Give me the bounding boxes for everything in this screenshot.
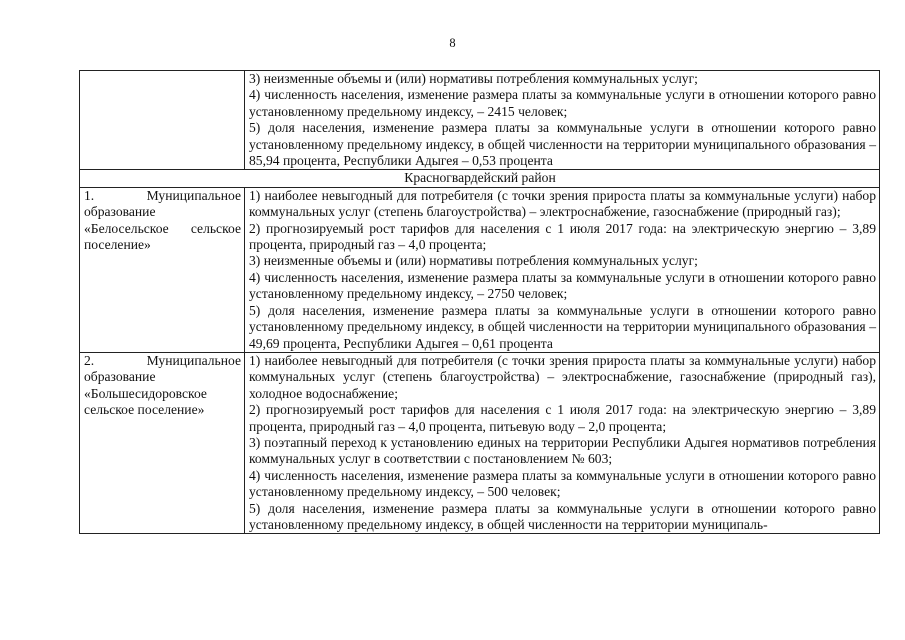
detail-item: 2) прогнозируемый рост тарифов для населения с 1 июля 2017 года: на электрическую энергию – 3,89 процента, природный газ – 4,0 процента, питьевую воду – 2,0 процента; <box>249 402 876 434</box>
detail-item: 5) доля населения, изменение размера платы за коммунальные услуги в отношении которого равно установленному предельному индексу, в общей численности на территории муниципаль- <box>249 500 876 532</box>
detail-item: 4) численность населения, изменение размера платы за коммунальные услуги в отношении которого равно установленному предельному индексу, – 2415 человек; <box>249 87 876 119</box>
table-row <box>80 352 880 533</box>
detail-item: 4) численность населения, изменение размера платы за коммунальные услуги в отношении которого равно установленному предельному индексу, – 2750 человек; <box>249 269 876 302</box>
detail-item: 1) наиболее невыгодный для потребителя (с точки зрения прироста платы за коммунальные услуги) набор коммунальных услуг (степень благоустройства) – электроснабжение, газоснабжение (природный газ); <box>249 187 876 220</box>
detail-item: 3) неизменные объемы и (или) нормативы потребления коммунальных услуг; <box>249 71 698 86</box>
details-cell <box>245 187 880 352</box>
municipality-name: 2. Муниципальное образование «Большесидоровское сельское поселение» <box>80 352 245 533</box>
details-cell <box>245 352 880 533</box>
detail-item: 5) доля населения, изменение размера платы за коммунальные услуги в отношении которого равно установленному предельному индексу, в общей численности на территории муниципального образования – 49,69 процента, Республики Адыгея – 0,61 процента <box>249 302 876 351</box>
district-heading: Красногвардейский район <box>80 170 880 187</box>
page-number: 8 <box>449 36 456 50</box>
detail-item: 2) прогнозируемый рост тарифов для населения с 1 июля 2017 года: на электрическую энергию – 3,89 процента, природный газ – 4,0 процента; <box>249 220 876 253</box>
details-cell <box>245 71 880 170</box>
municipality-cell <box>80 71 245 170</box>
detail-item: 4) численность населения, изменение размера платы за коммунальные услуги в отношении которого равно установленному предельному индексу, – 500 человек; <box>249 467 876 500</box>
tariff-table <box>79 70 880 534</box>
table-row <box>80 71 880 170</box>
detail-item: 3) поэтапный переход к установлению единых на территории Республики Адыгея нормативов потребления коммунальных услуг в соответствии с постановлением № 603; <box>249 434 876 467</box>
table-row <box>80 187 880 352</box>
detail-item: 1) наиболее невыгодный для потребителя (с точки зрения прироста платы за коммунальные услуги) набор коммунальных услуг (степень благоустройства) – электроснабжение, газоснабжение (природный газ), холодное водоснабжение; <box>249 352 876 401</box>
district-row <box>80 170 880 187</box>
detail-item: 3) неизменные объемы и (или) нормативы потребления коммунальных услуг; <box>249 253 698 269</box>
detail-item: 5) доля населения, изменение размера платы за коммунальные услуги в отношении которого равно установленному предельному индексу, в общей численности на территории муниципального образования – 85,94 процента, Республики Адыгея – 0,53 процента <box>249 120 876 169</box>
municipality-name: 1. Муниципальное образование «Белосельское сельское поселение» <box>80 187 245 352</box>
